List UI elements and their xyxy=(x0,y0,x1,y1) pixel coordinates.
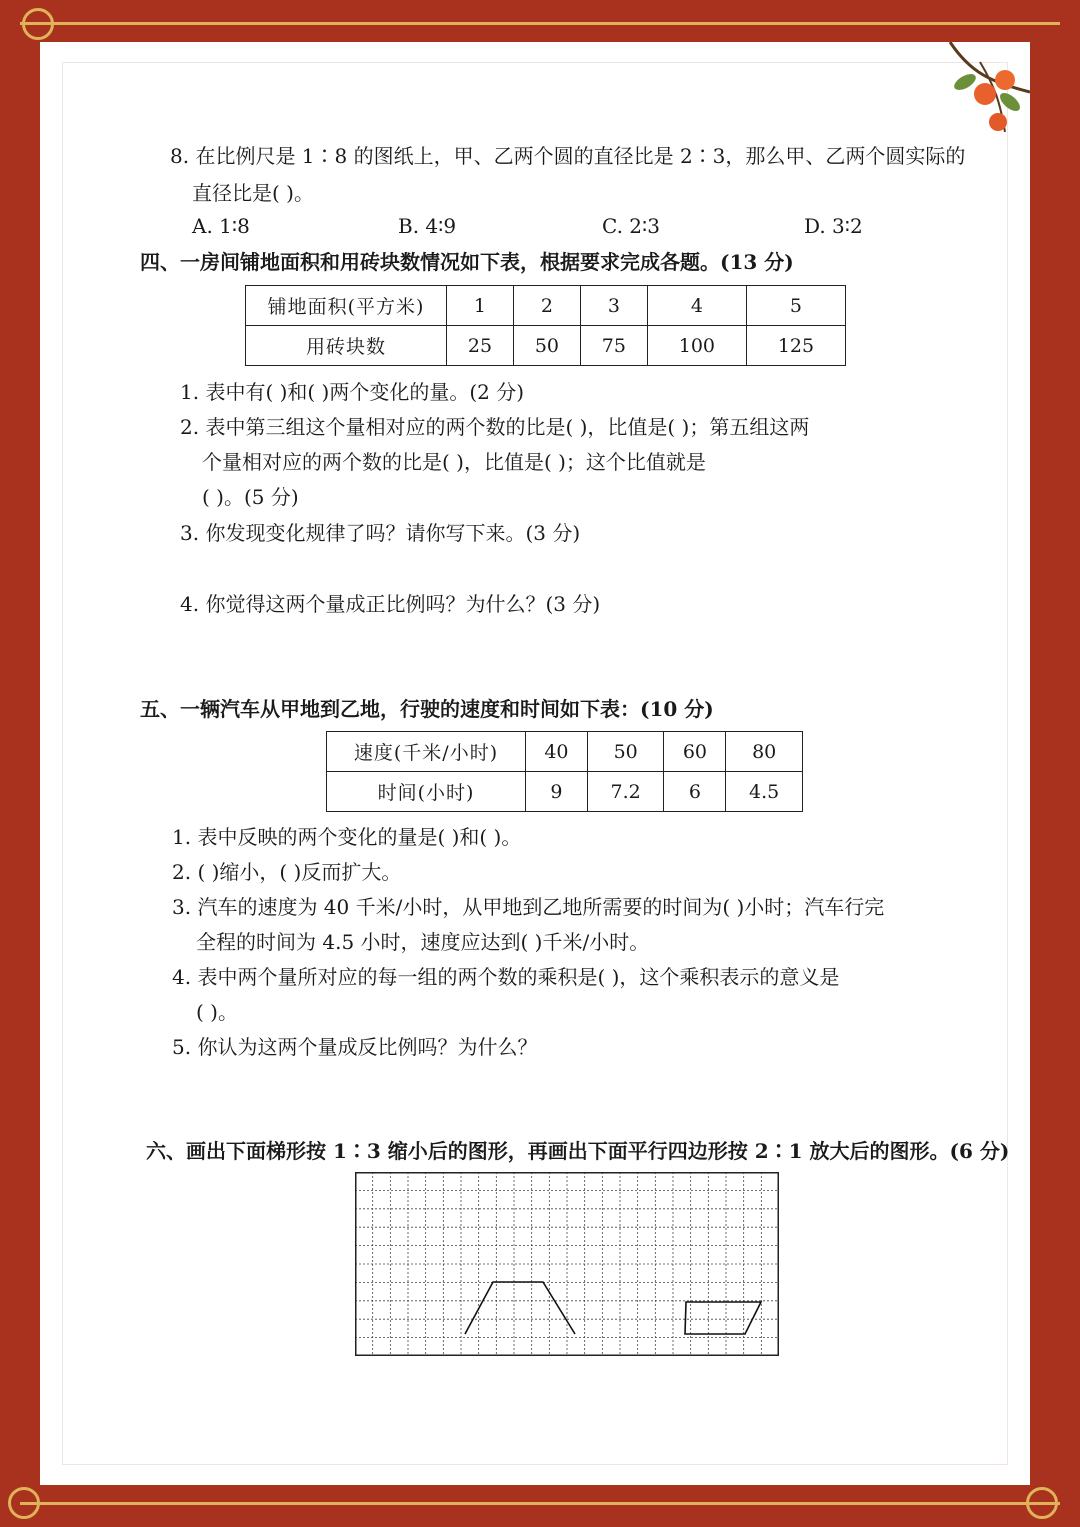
tile-area-table xyxy=(245,285,846,366)
section4-q4: 4. 你觉得这两个量成正比例吗？为什么？(3 分) xyxy=(180,592,601,616)
section4-q3: 3. 你发现变化规律了吗？请你写下来。(3 分) xyxy=(180,521,581,545)
section5-q4-line2: ( )。 xyxy=(196,1000,238,1024)
section6-title: 六、画出下面梯形按 1∶3 缩小后的图形，再画出下面平行四边形按 2∶1 放大后的图形。(6 分) xyxy=(146,1139,1010,1163)
table-row-label: 用砖块数 xyxy=(246,326,447,366)
q8-option-c[interactable]: C. 2∶3 xyxy=(602,214,660,238)
section4-title: 四、一房间铺地面积和用砖块数情况如下表，根据要求完成各题。(13 分) xyxy=(140,250,794,274)
table-cell: 25 xyxy=(447,326,514,366)
table-row-label: 时间(小时) xyxy=(327,772,526,812)
table-cell: 40 xyxy=(526,732,588,772)
table-cell: 100 xyxy=(647,326,746,366)
frame-bottom-line xyxy=(20,1502,1060,1505)
table-cell: 4 xyxy=(647,286,746,326)
table-cell: 4.5 xyxy=(726,772,803,812)
table-cell: 50 xyxy=(587,732,664,772)
table-cell: 7.2 xyxy=(587,772,664,812)
table-row-label: 速度(千米/小时) xyxy=(327,732,526,772)
section4-q2-line2: 个量相对应的两个数的比是( )，比值是( )；这个比值就是 xyxy=(202,450,706,474)
q8-option-b[interactable]: B. 4∶9 xyxy=(398,214,457,238)
table-cell: 3 xyxy=(580,286,647,326)
q8-line1: 8. 在比例尺是 1∶8 的图纸上，甲、乙两个圆的直径比是 2∶3，那么甲、乙两个圆实际的 xyxy=(170,144,966,168)
frame-top-line xyxy=(20,22,1060,25)
section4-q1: 1. 表中有( )和( )两个变化的量。(2 分) xyxy=(180,380,525,404)
q8-option-d[interactable]: D. 3∶2 xyxy=(804,214,863,238)
section5-title: 五、一辆汽车从甲地到乙地，行驶的速度和时间如下表：(10 分) xyxy=(140,697,714,721)
q8-line2: 直径比是( )。 xyxy=(192,181,314,205)
section5-q3-line1: 3. 汽车的速度为 40 千米/小时，从甲地到乙地所需要的时间为( )小时；汽车行完 xyxy=(172,895,885,919)
table-cell: 75 xyxy=(580,326,647,366)
q8-option-a[interactable]: A. 1∶8 xyxy=(192,214,250,238)
table-row-label: 铺地面积(平方米) xyxy=(246,286,447,326)
corner-ornament xyxy=(22,8,54,40)
section5-q3-line2: 全程的时间为 4.5 小时，速度应达到( )千米/小时。 xyxy=(196,930,650,954)
grid-svg xyxy=(355,1172,779,1356)
table-cell: 80 xyxy=(726,732,803,772)
section5-q4-line1: 4. 表中两个量所对应的每一组的两个数的乘积是( )，这个乘积表示的意义是 xyxy=(172,965,840,989)
section4-q2-line1: 2. 表中第三组这个量相对应的两个数的比是( )，比值是( )；第五组这两 xyxy=(180,415,810,439)
table-cell: 6 xyxy=(664,772,726,812)
table-cell: 9 xyxy=(526,772,588,812)
section4-q2-line3: ( )。(5 分) xyxy=(202,485,299,509)
section5-q1: 1. 表中反映的两个变化的量是( )和( )。 xyxy=(172,825,522,849)
drawing-grid[interactable] xyxy=(355,1172,779,1356)
corner-ornament xyxy=(8,1487,40,1519)
parallelogram-shape xyxy=(685,1302,761,1334)
section5-q2: 2. ( )缩小，( )反而扩大。 xyxy=(172,860,402,884)
table-cell: 1 xyxy=(447,286,514,326)
speed-time-table xyxy=(326,731,803,812)
table-cell: 60 xyxy=(664,732,726,772)
table-cell: 50 xyxy=(513,326,580,366)
table-cell: 5 xyxy=(746,286,845,326)
corner-ornament xyxy=(1026,1487,1058,1519)
table-cell: 125 xyxy=(746,326,845,366)
trapezoid-shape xyxy=(465,1282,575,1334)
table-cell: 2 xyxy=(513,286,580,326)
section5-q5: 5. 你认为这两个量成反比例吗？为什么？ xyxy=(172,1035,538,1059)
